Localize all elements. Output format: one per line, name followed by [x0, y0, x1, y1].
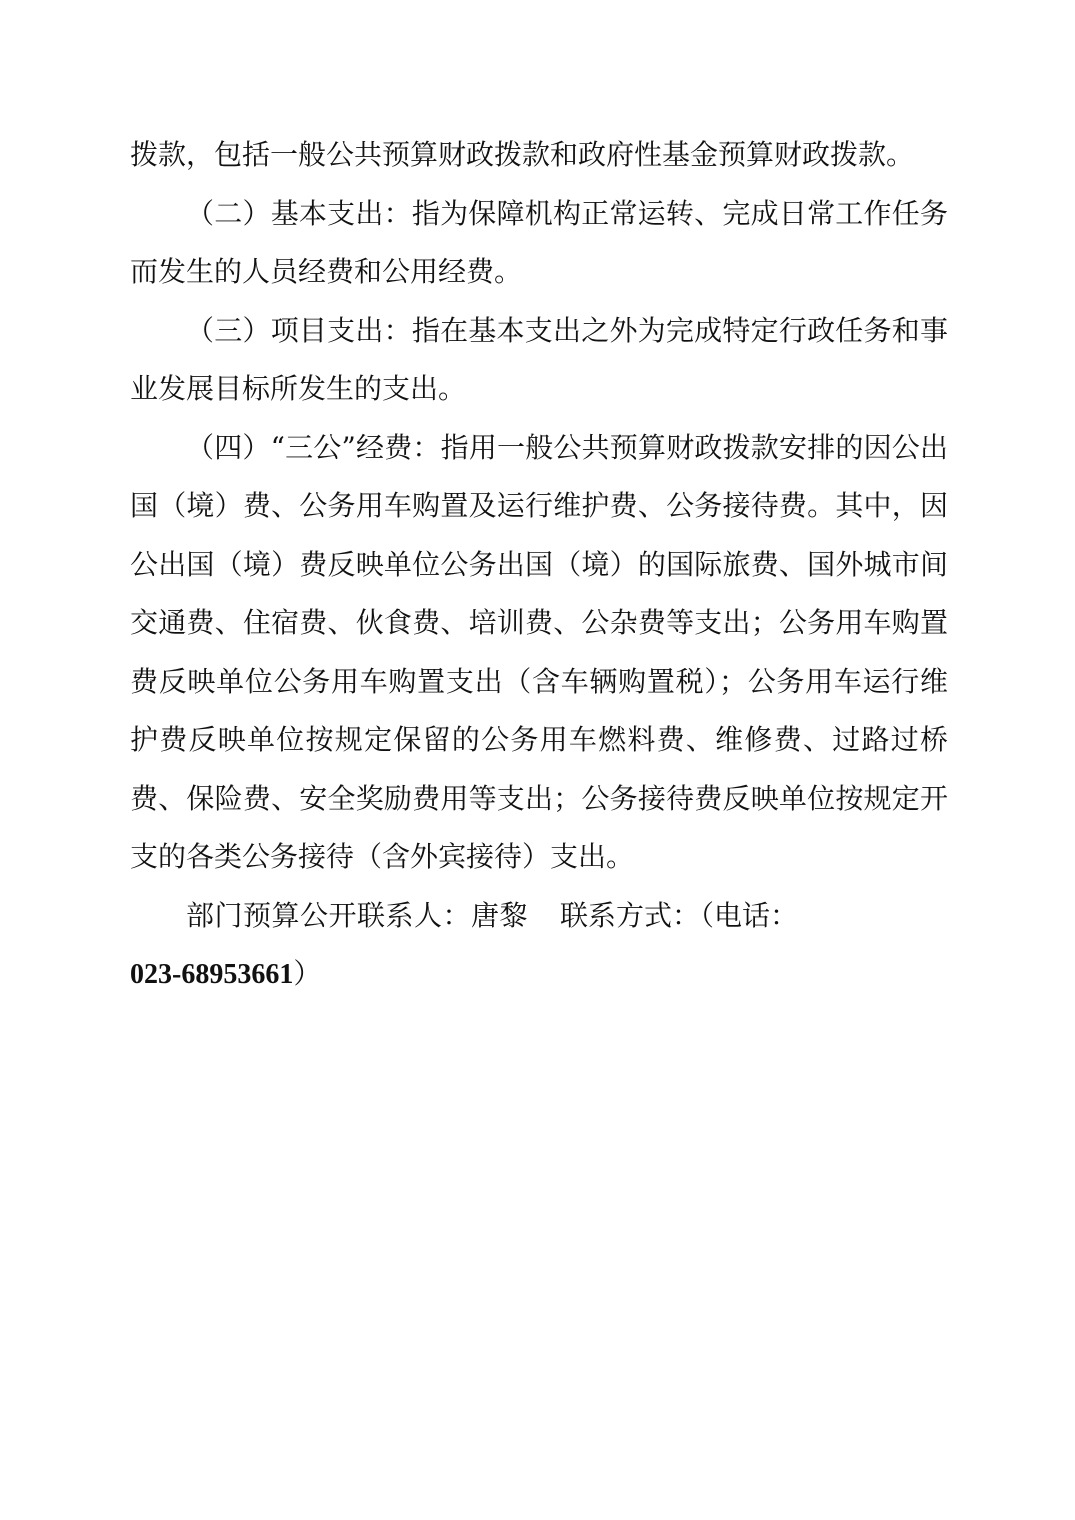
paragraph-project-expenditure: （三）项目支出：指在基本支出之外为完成特定行政任务和事业发展目标所发生的支出。 — [130, 313, 948, 405]
contact-person: 部门预算公开联系人：唐黎 — [186, 898, 529, 932]
document-body — [130, 126, 948, 1005]
contact-paragraph — [130, 887, 948, 1005]
paragraph-continuation: 拨款，包括一般公共预算财政拨款和政府性基金预算财政拨款。 — [130, 138, 915, 171]
paragraph-basic-expenditure: （二）基本支出：指为保障机构正常运转、完成日常工作任务而发生的人员经费和公用经费。 — [130, 196, 948, 288]
paragraph-three-public-expenses: （四）“三公”经费：指用一般公共预算财政拨款安排的因公出国（境）费、公务用车购置及运行维护费、公务接待费。其中，因公出国（境）费反映单位公务出国（境）的国际旅费、国外城市间交通费、住宿费、伙食费、培训费、公杂费等支出；公务用车购置费反映单位公务用车购置支出（含车辆购置税）；公务用车运行维护费反映单位按规定保留的公务用车燃料费、维修费、过路过桥费、保险费、安全奖励费用等支出；公务接待费反映单位按规定开支的各类公务接待（含外宾接待）支出。 — [130, 430, 948, 873]
contact-method-label: 联系方式：（电话： — [560, 898, 799, 932]
contact-close-paren: ） — [293, 957, 322, 990]
contact-phone-number: 023-68953661 — [130, 959, 294, 990]
